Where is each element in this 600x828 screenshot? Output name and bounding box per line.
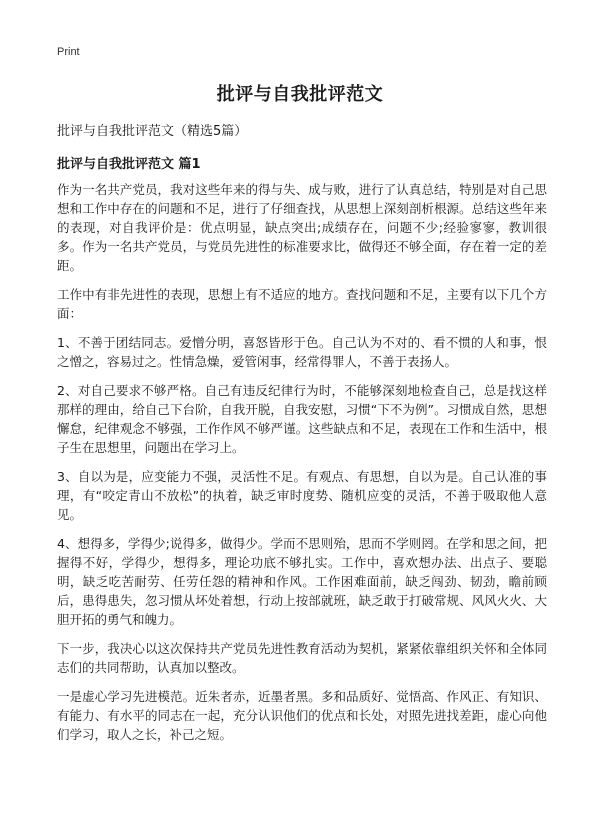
- document-body: [57, 180, 547, 754]
- paragraph: 3、自以为是，应变能力不强，灵活性不足。有观点、有思想，自以为是。自己认准的事理，有“咬定青山不放松”的执着，缺乏审时度势、随机应变的灵活，不善于吸取他人意见。: [57, 469, 547, 522]
- section-heading: 批评与自我批评范文 篇1: [57, 157, 201, 172]
- paragraph: 4、想得多，学得少;说得多，做得少。学而不思则殆，思而不学则罔。在学和思之间，把握得不好，学得少，想得多，理论功底不够扎实。工作中，喜欢想办法、出点子、要聪明，缺乏吃苦耐劳、任劳任怨的精神和作风。工作困难面前，缺乏闯劲、韧劲，瞻前顾后，患得患失，忽习惯从坏处着想，行动上按部就班，缺乏敢于打破常规、风风火火、大胆开拓的勇气和魄力。: [57, 536, 547, 627]
- document-subtitle: 批评与自我批评范文（精选5篇）: [57, 124, 248, 139]
- paragraph: 1、不善于团结同志。爱憎分明，喜怒皆形于色。自己认为不对的、看不惯的人和事，恨之憎之，容易过之。性情急燥，爱管闲事，经常得罪人，不善于表扬人。: [57, 335, 547, 369]
- print-link[interactable]: Print: [57, 46, 80, 58]
- paragraph: 2、对自己要求不够严格。自己有违反纪律行为时，不能够深刻地检查自己，总是找这样那样的理由，给自己下台阶，自我开脱，自我安慰，习惯“下不为例”。习惯成自然，思想懈怠，纪律观念不够强，工作作风不够严谨。这些缺点和不足，表现在工作和生活中，根子生在思想里，问题出在学习上。: [57, 383, 547, 455]
- document-title: 批评与自我批评范文: [216, 84, 384, 105]
- paragraph: 作为一名共产党员，我对这些年来的得与失、成与败，进行了认真总结，特别是对自己思想和工作中存在的问题和不足，进行了仔细查找，从思想上深刻剖析根源。总结这些年来的表现，对自我评价是：优点明显，缺点突出;成绩存在，问题不少;经验寥寥，教训很多。作为一名共产党员，与党员先进性的标准要求比，做得还不够全面，存在着一定的差距。: [57, 182, 547, 273]
- paragraph: 工作中有非先进性的表现，思想上有不适应的地方。查找问题和不足，主要有以下几个方面：: [57, 287, 547, 321]
- paragraph: 下一步，我决心以这次保持共产党员先进性教育活动为契机，紧紧依靠组织关怀和全体同志们的共同帮助，认真加以整改。: [57, 641, 547, 675]
- paragraph: 一是虚心学习先进模范。近朱者赤，近墨者黑。多和品质好、觉悟高、作风正、有知识、有能力、有水平的同志在一起，充分认识他们的优点和长处，对照先进找差距，虚心向他们学习，取人之长，补己之短。: [57, 689, 547, 742]
